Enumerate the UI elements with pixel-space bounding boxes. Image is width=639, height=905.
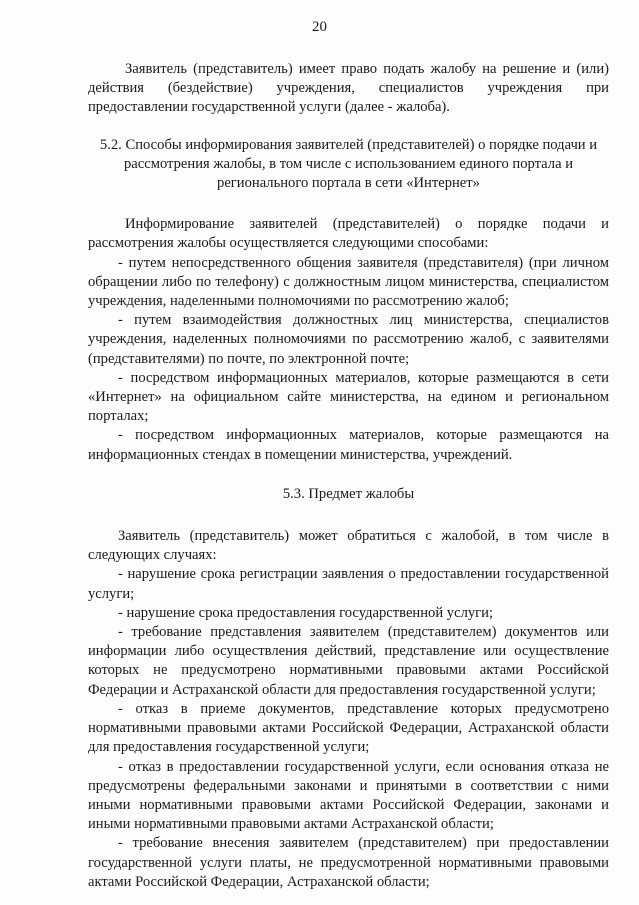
section-5-3-item: - нарушение срока предоставления государственной услуги; [118,604,494,621]
document-body [88,60,609,892]
section-5-3-item: - отказ в предоставлении государственной услуги, если основания отказа не предусмотрены федеральными законами и принятыми в соответствии с ними иными нормативными правовыми актами Российской Федерации, законами и иными нормативными правовыми актами Астраханской области; [88,758,609,833]
section-5-3-item: - нарушение срока регистрации заявления о предоставлении государственной услуги; [88,566,609,602]
section-5-2-heading: 5.2. Способы информирования заявителей (представителей) о порядке подачи и рассмотрения жалобы, в том числе с использованием единого портала и регионального портала в сети «Интернет» [99,136,598,192]
section-5-2-item: - путем непосредственного общения заявителя (представителя) (при личном обращении либо по телефону) с должностным лицом министерства, специалистом учреждения, наделенными полномочиями по рассмотрению жалоб; [88,254,609,310]
section-5-3-intro: Заявитель (представитель) может обратиться с жалобой, в том числе в следующих случаях: [88,528,609,564]
section-5-3-item: - требование внесения заявителем (представителем) при предоставлении государственной услуги платы, не предусмотренной нормативными правовыми актами Российской Федерации, Астраханской области; [88,835,609,890]
section-5-3-item: - требование представления заявителем (представителем) документов или информации либо осуществления действий, представление или осуществление которых не предусмотрено нормативными правовыми актами Российской Федерации и Астраханской области для предоставления государственной услуги; [88,624,609,698]
section-5-2-item: - посредством информационных материалов, которые размещаются в сети «Интернет» на официальном сайте министерства, на едином и региональном порталах; [88,369,609,425]
section-5-2-item: - путем взаимодействия должностных лиц министерства, специалистов учреждения, наделенных полномочиями по рассмотрению жалоб, с заявителями (представителями) по почте, по электронной почте; [88,312,609,367]
page-number: 20 [312,19,327,35]
section-5-3-item: - отказ в приеме документов, представление которых предусмотрено нормативными правовыми актами Российской Федерации, Астраханской области для предоставления государственной услуги; [88,700,609,756]
section-5-3-heading: 5.3. Предмет жалобы [282,485,415,502]
section-5-2-item: - посредством информационных материалов, которые размещаются на информационных стендах в помещении министерства, учреждений. [88,427,609,463]
intro-paragraph: Заявитель (представитель) имеет право подать жалобу на решение и (или) действия (бездействие) учреждения, специалистов учреждения при предоставлении государственной услуги (далее - жалоба). [88,61,609,116]
section-5-2-intro: Информирование заявителей (представителей) о порядке подачи и рассмотрения жалобы осуществляется следующими способами: [88,216,609,252]
